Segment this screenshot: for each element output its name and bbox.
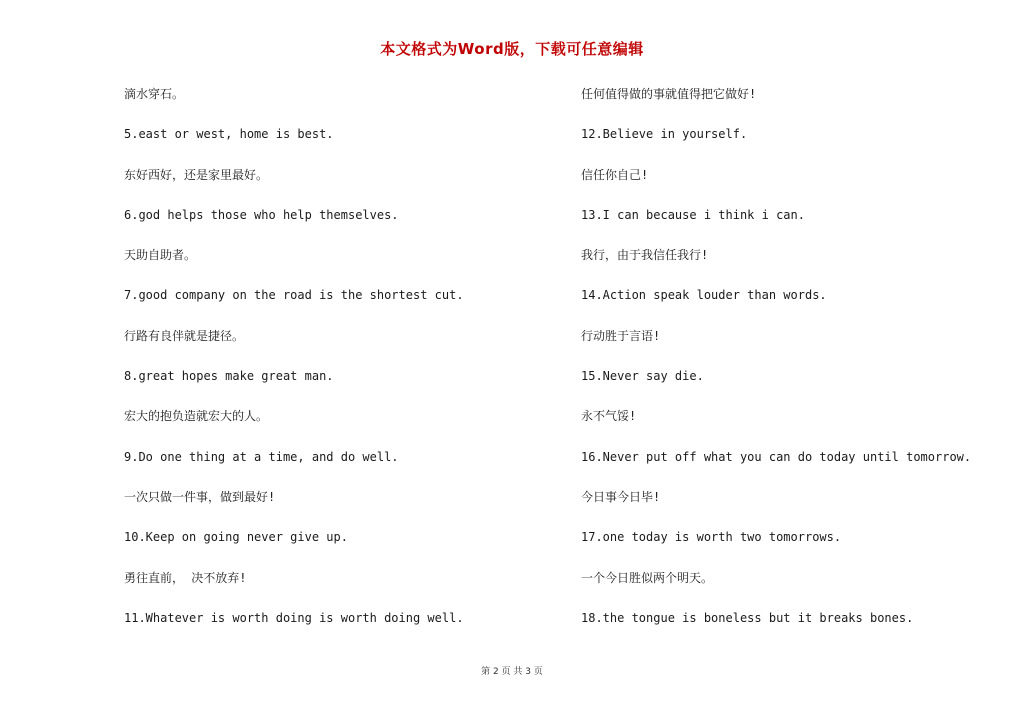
left-line: 7.good company on the road is the shortest cut. bbox=[124, 288, 464, 303]
left-line: 11.Whatever is worth doing is worth doing well. bbox=[124, 610, 464, 625]
right-line: 任何值得做的事就值得把它做好! bbox=[581, 87, 757, 101]
left-line: 5.east or west, home is best. bbox=[124, 127, 334, 142]
left-line: 9.Do one thing at a time, and do well. bbox=[124, 449, 399, 464]
left-line: 勇往直前， 决不放弃! bbox=[124, 570, 247, 585]
left-line: 宏大的抱负造就宏大的人。 bbox=[124, 409, 269, 424]
right-line: 今日事今日毕! bbox=[581, 489, 661, 504]
right-line: 行动胜于言语! bbox=[581, 328, 661, 343]
left-line: 8.great hopes make great man. bbox=[124, 369, 334, 384]
right-line: 15.Never say die. bbox=[581, 369, 704, 384]
right-line: 永不气馁! bbox=[581, 409, 637, 424]
page-number: 第 2 页 共 3 页 bbox=[481, 667, 543, 677]
right-line: 18.the tongue is boneless but it breaks bones. bbox=[581, 610, 914, 625]
right-line: 我行，由于我信任我行! bbox=[581, 248, 709, 263]
left-line: 10.Keep on going never give up. bbox=[124, 530, 348, 545]
left-line: 天助自助者。 bbox=[124, 248, 197, 263]
left-line: 一次只做一件事，做到最好! bbox=[124, 489, 276, 504]
right-line: 13.I can because i think i can. bbox=[581, 207, 805, 222]
left-line: 行路有良伴就是捷径。 bbox=[124, 328, 245, 343]
right-line: 14.Action speak louder than words. bbox=[581, 288, 827, 303]
left-line: 6.god helps those who help themselves. bbox=[124, 207, 399, 222]
right-line: 12.Believe in yourself. bbox=[581, 127, 748, 142]
right-line: 17.one today is worth two tomorrows. bbox=[581, 530, 842, 545]
left-line: 滴水穿石。 bbox=[124, 87, 185, 101]
left-column bbox=[124, 86, 564, 650]
right-line: 16.Never put off what you can do today until tomorrow. bbox=[581, 449, 972, 464]
right-line: 信任你自己! bbox=[581, 167, 649, 182]
right-line: 一个今日胜似两个明天。 bbox=[581, 570, 714, 585]
right-column bbox=[581, 86, 1001, 650]
left-line: 东好西好，还是家里最好。 bbox=[124, 167, 269, 182]
document-banner: 本文格式为Word版，下载可任意编辑 bbox=[380, 40, 644, 58]
